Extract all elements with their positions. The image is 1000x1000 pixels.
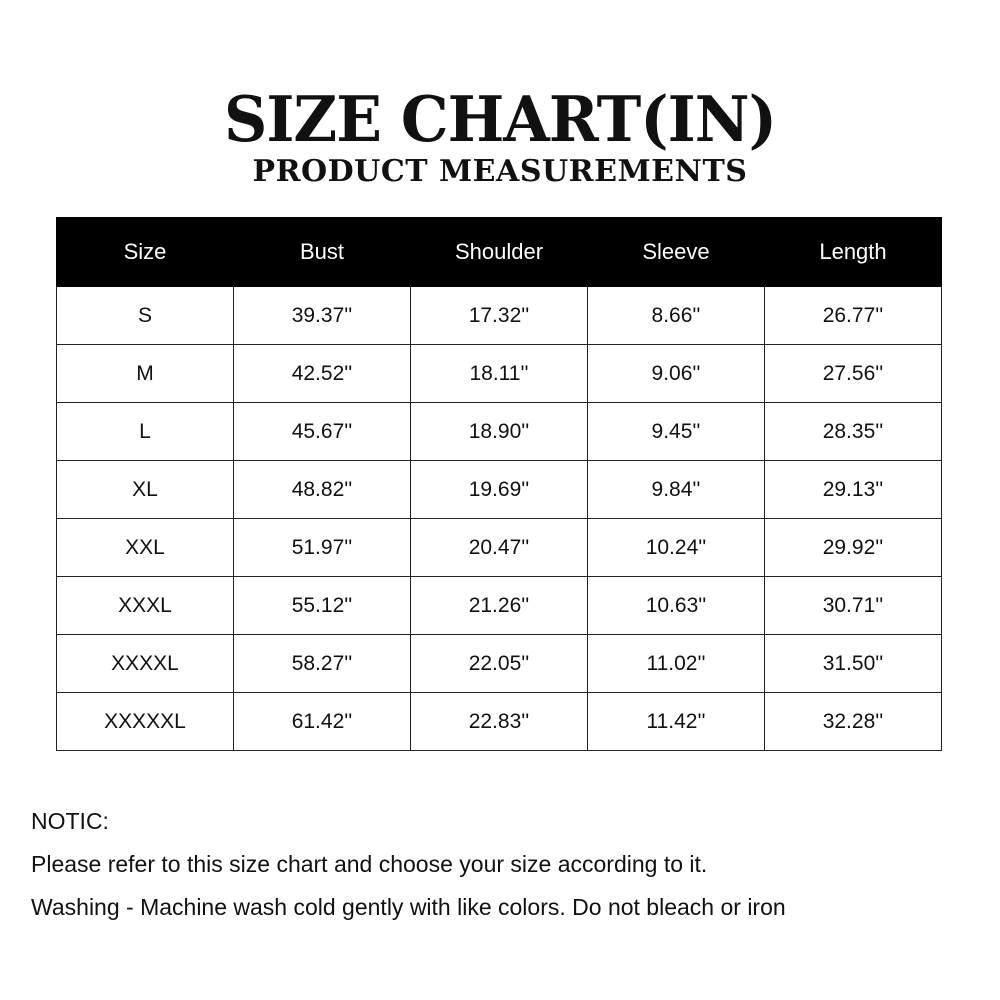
cell-shoulder: 20.47'' xyxy=(411,519,588,577)
cell-length: 27.56'' xyxy=(765,345,942,403)
column-header-shoulder: Shoulder xyxy=(411,218,588,287)
page-title: SIZE CHART(IN) xyxy=(224,83,776,157)
cell-bust: 39.37'' xyxy=(234,287,411,345)
cell-length: 31.50'' xyxy=(765,635,942,693)
cell-sleeve: 11.42'' xyxy=(588,693,765,751)
notes-heading: NOTIC: xyxy=(31,808,109,834)
column-header-size: Size xyxy=(57,218,234,287)
cell-bust: 55.12'' xyxy=(234,577,411,635)
table-row xyxy=(57,693,942,751)
cell-bust: 51.97'' xyxy=(234,519,411,577)
size-chart-table xyxy=(56,217,942,751)
cell-size: XXXXXL xyxy=(57,693,234,751)
cell-shoulder: 18.11'' xyxy=(411,345,588,403)
cell-size: XL xyxy=(57,461,234,519)
cell-bust: 58.27'' xyxy=(234,635,411,693)
column-header-length: Length xyxy=(765,218,942,287)
cell-bust: 42.52'' xyxy=(234,345,411,403)
cell-sleeve: 9.06'' xyxy=(588,345,765,403)
notes-line: Washing - Machine wash cold gently with like colors. Do not bleach or iron xyxy=(31,894,786,920)
table-row xyxy=(57,519,942,577)
page-subtitle: PRODUCT MEASUREMENTS xyxy=(252,154,748,189)
cell-shoulder: 18.90'' xyxy=(411,403,588,461)
table-row xyxy=(57,287,942,345)
cell-length: 28.35'' xyxy=(765,403,942,461)
cell-size: XXXL xyxy=(57,577,234,635)
notes-section xyxy=(31,800,981,929)
table-row xyxy=(57,577,942,635)
cell-bust: 45.67'' xyxy=(234,403,411,461)
table-body xyxy=(57,287,942,751)
cell-shoulder: 22.83'' xyxy=(411,693,588,751)
table-row xyxy=(57,345,942,403)
cell-length: 30.71'' xyxy=(765,577,942,635)
cell-length: 26.77'' xyxy=(765,287,942,345)
cell-sleeve: 9.84'' xyxy=(588,461,765,519)
cell-sleeve: 11.02'' xyxy=(588,635,765,693)
cell-length: 29.13'' xyxy=(765,461,942,519)
cell-bust: 48.82'' xyxy=(234,461,411,519)
cell-sleeve: 10.63'' xyxy=(588,577,765,635)
cell-size: XXXXL xyxy=(57,635,234,693)
cell-shoulder: 22.05'' xyxy=(411,635,588,693)
cell-size: L xyxy=(57,403,234,461)
cell-size: XXL xyxy=(57,519,234,577)
table-row xyxy=(57,403,942,461)
cell-size: S xyxy=(57,287,234,345)
cell-shoulder: 17.32'' xyxy=(411,287,588,345)
cell-length: 32.28'' xyxy=(765,693,942,751)
cell-sleeve: 10.24'' xyxy=(588,519,765,577)
cell-bust: 61.42'' xyxy=(234,693,411,751)
cell-shoulder: 19.69'' xyxy=(411,461,588,519)
table-row xyxy=(57,461,942,519)
cell-length: 29.92'' xyxy=(765,519,942,577)
cell-shoulder: 21.26'' xyxy=(411,577,588,635)
notes-line: Please refer to this size chart and choose your size according to it. xyxy=(31,851,708,877)
table-header-row xyxy=(57,218,942,287)
cell-sleeve: 8.66'' xyxy=(588,287,765,345)
cell-sleeve: 9.45'' xyxy=(588,403,765,461)
column-header-sleeve: Sleeve xyxy=(588,218,765,287)
cell-size: M xyxy=(57,345,234,403)
table-row xyxy=(57,635,942,693)
column-header-bust: Bust xyxy=(234,218,411,287)
